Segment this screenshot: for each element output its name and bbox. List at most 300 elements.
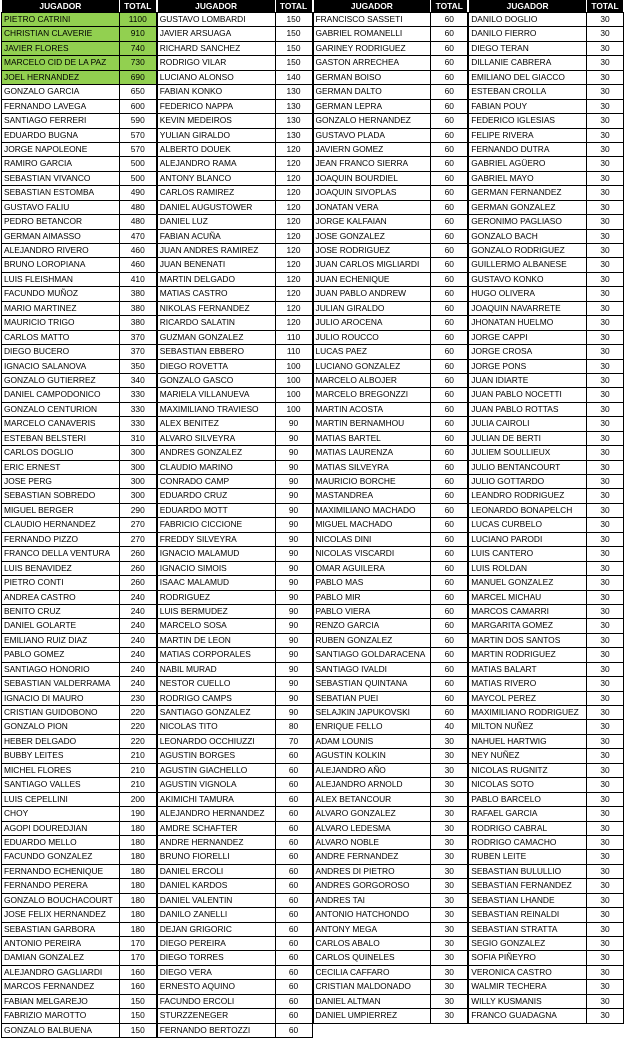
player-name: PABLO GOMEZ bbox=[1, 648, 119, 661]
table-row bbox=[1, 749, 157, 763]
table-row bbox=[468, 432, 624, 446]
header-total-label: TOTAL bbox=[586, 0, 624, 12]
table-column-2 bbox=[157, 0, 313, 1038]
player-name: MATIAS LAURENZA bbox=[313, 446, 431, 459]
player-name: MILTON NUÑEZ bbox=[468, 720, 586, 733]
table-row bbox=[157, 244, 313, 258]
player-total: 150 bbox=[275, 13, 313, 26]
table-row bbox=[1, 446, 157, 460]
player-total: 130 bbox=[275, 129, 313, 142]
table-row bbox=[468, 201, 624, 215]
column-header bbox=[313, 0, 469, 13]
player-name: MAXIMILIANO MACHADO bbox=[313, 504, 431, 517]
player-total: 570 bbox=[119, 143, 157, 156]
player-total: 30 bbox=[586, 403, 624, 416]
player-total: 90 bbox=[275, 619, 313, 632]
table-row bbox=[313, 56, 469, 70]
player-name: GONZALO GASCO bbox=[157, 374, 275, 387]
table-row bbox=[1, 273, 157, 287]
player-total: 60 bbox=[430, 85, 468, 98]
player-name: FRANCO GUADAGNA bbox=[468, 1009, 586, 1022]
table-row bbox=[1, 533, 157, 547]
table-row bbox=[468, 735, 624, 749]
player-name: JOSE FELIX HERNANDEZ bbox=[1, 908, 119, 921]
player-total: 220 bbox=[119, 720, 157, 733]
table-row bbox=[157, 71, 313, 85]
player-name: DIEGO VERA bbox=[157, 966, 275, 979]
player-total: 30 bbox=[586, 432, 624, 445]
player-name: GERMAN LEPRA bbox=[313, 100, 431, 113]
table-row bbox=[1, 793, 157, 807]
player-name: SEBASTIAN FERNANDEZ bbox=[468, 879, 586, 892]
table-row bbox=[157, 475, 313, 489]
table-row bbox=[468, 446, 624, 460]
table-row bbox=[468, 302, 624, 316]
player-total: 300 bbox=[119, 475, 157, 488]
table-row bbox=[157, 619, 313, 633]
player-total: 90 bbox=[275, 518, 313, 531]
table-row bbox=[157, 215, 313, 229]
table-row bbox=[157, 42, 313, 56]
table-row bbox=[468, 692, 624, 706]
player-total: 60 bbox=[430, 518, 468, 531]
player-name: MIGUEL BERGER bbox=[1, 504, 119, 517]
table-row bbox=[1, 576, 157, 590]
player-total: 90 bbox=[275, 446, 313, 459]
table-row bbox=[157, 1009, 313, 1023]
player-total: 480 bbox=[119, 201, 157, 214]
player-name: AGUSTIN BORGES bbox=[157, 749, 275, 762]
player-total: 60 bbox=[430, 605, 468, 618]
player-total: 180 bbox=[119, 865, 157, 878]
player-name: EDUARDO CRUZ bbox=[157, 489, 275, 502]
player-total: 150 bbox=[119, 1024, 157, 1037]
player-name: FERNANDO ECHENIQUE bbox=[1, 865, 119, 878]
player-total: 30 bbox=[430, 836, 468, 849]
player-name: FABIAN ACUÑA bbox=[157, 230, 275, 243]
player-name: RAFAEL GARCIA bbox=[468, 807, 586, 820]
player-name: STURZZENEGER bbox=[157, 1009, 275, 1022]
player-name: CRISTIAN MALDONADO bbox=[313, 980, 431, 993]
table-row bbox=[1, 547, 157, 561]
player-name: LUIS BERMUDEZ bbox=[157, 605, 275, 618]
player-total: 120 bbox=[275, 172, 313, 185]
player-total: 60 bbox=[275, 793, 313, 806]
player-total: 120 bbox=[275, 143, 313, 156]
player-total: 340 bbox=[119, 374, 157, 387]
player-total: 100 bbox=[275, 403, 313, 416]
player-total: 30 bbox=[586, 879, 624, 892]
player-name: EDUARDO BUGNA bbox=[1, 129, 119, 142]
player-total: 30 bbox=[430, 778, 468, 791]
player-name: MARCEL MICHAU bbox=[468, 591, 586, 604]
table-row bbox=[313, 966, 469, 980]
player-name: MARTIN DE LEON bbox=[157, 634, 275, 647]
player-name: MARCELO BREGONZZI bbox=[313, 388, 431, 401]
player-name: DIEGO TERAN bbox=[468, 42, 586, 55]
table-row bbox=[1, 937, 157, 951]
player-total: 240 bbox=[119, 591, 157, 604]
player-total: 180 bbox=[119, 908, 157, 921]
player-total: 270 bbox=[119, 533, 157, 546]
player-total: 460 bbox=[119, 244, 157, 257]
player-total: 90 bbox=[275, 417, 313, 430]
table-row bbox=[1, 648, 157, 662]
player-name: CECILIA CAFFARO bbox=[313, 966, 431, 979]
player-name: SEBATIAN PUEI bbox=[313, 692, 431, 705]
player-name: RICARDO SALATIN bbox=[157, 316, 275, 329]
player-name: NAHUEL HARTWIG bbox=[468, 735, 586, 748]
player-name: VERONICA CASTRO bbox=[468, 966, 586, 979]
player-name: NIKOLAS FERNANDEZ bbox=[157, 302, 275, 315]
player-name: DANILO ZANELLI bbox=[157, 908, 275, 921]
player-name: GONZALO BACH bbox=[468, 230, 586, 243]
player-name: SEBASTIAN STRATTA bbox=[468, 923, 586, 936]
player-name: PEDRO BETANCOR bbox=[1, 215, 119, 228]
table-row bbox=[468, 13, 624, 27]
player-name: DANIEL ERCOLI bbox=[157, 865, 275, 878]
player-total: 30 bbox=[586, 692, 624, 705]
player-name: ANDRES GONZALEZ bbox=[157, 446, 275, 459]
table-row bbox=[157, 591, 313, 605]
player-name: LUIS CEPELLINI bbox=[1, 793, 119, 806]
player-total: 240 bbox=[119, 619, 157, 632]
table-row bbox=[313, 822, 469, 836]
table-row bbox=[1, 879, 157, 893]
player-total: 90 bbox=[275, 461, 313, 474]
player-name: FACUNDO MUÑOZ bbox=[1, 287, 119, 300]
table-row bbox=[468, 937, 624, 951]
player-name: ANTONY MEGA bbox=[313, 923, 431, 936]
table-row bbox=[157, 576, 313, 590]
player-name: ERIC ERNEST bbox=[1, 461, 119, 474]
player-name: MARCELO CANAVERIS bbox=[1, 417, 119, 430]
player-name: IGNACIO MALAMUD bbox=[157, 547, 275, 560]
player-name: DANIEL CAMPODONICO bbox=[1, 388, 119, 401]
table-row bbox=[157, 951, 313, 965]
table-row bbox=[157, 923, 313, 937]
player-name: FABIAN KONKO bbox=[157, 85, 275, 98]
player-total: 60 bbox=[430, 446, 468, 459]
player-total: 140 bbox=[275, 71, 313, 84]
player-total: 150 bbox=[275, 56, 313, 69]
table-row bbox=[313, 720, 469, 734]
player-name: DANIEL KARDOS bbox=[157, 879, 275, 892]
player-name: RAMIRO GARCIA bbox=[1, 157, 119, 170]
player-name: SEBASTIAN SOBREDO bbox=[1, 489, 119, 502]
player-name: NICOLAS RUGNITZ bbox=[468, 764, 586, 777]
player-total: 260 bbox=[119, 547, 157, 560]
table-row bbox=[1, 13, 157, 27]
table-row bbox=[1, 619, 157, 633]
player-name: SEBASTIAN QUINTANA bbox=[313, 677, 431, 690]
player-name: ANDRES GORGOROSO bbox=[313, 879, 431, 892]
table-row bbox=[157, 403, 313, 417]
player-total: 90 bbox=[275, 547, 313, 560]
table-row bbox=[157, 461, 313, 475]
player-total: 60 bbox=[430, 692, 468, 705]
table-row bbox=[157, 749, 313, 763]
table-row bbox=[313, 287, 469, 301]
table-row bbox=[157, 258, 313, 272]
player-name: LUIS CANTERO bbox=[468, 547, 586, 560]
player-name: FERNANDO PERERA bbox=[1, 879, 119, 892]
table-row bbox=[313, 504, 469, 518]
table-row bbox=[468, 258, 624, 272]
player-total: 60 bbox=[430, 186, 468, 199]
player-name: NICOLAS TITO bbox=[157, 720, 275, 733]
table-row bbox=[468, 273, 624, 287]
player-total: 480 bbox=[119, 215, 157, 228]
player-total: 60 bbox=[275, 1024, 313, 1037]
table-row bbox=[157, 648, 313, 662]
table-row bbox=[313, 518, 469, 532]
player-name: ALVARO SILVEYRA bbox=[157, 432, 275, 445]
table-row bbox=[157, 114, 313, 128]
player-total: 30 bbox=[586, 172, 624, 185]
player-total: 60 bbox=[430, 215, 468, 228]
player-total: 30 bbox=[586, 345, 624, 358]
player-total: 30 bbox=[586, 13, 624, 26]
player-total: 130 bbox=[275, 114, 313, 127]
table-row bbox=[157, 692, 313, 706]
table-row bbox=[468, 908, 624, 922]
player-total: 60 bbox=[430, 663, 468, 676]
table-row bbox=[1, 85, 157, 99]
player-name: ALEJANDRO HERNANDEZ bbox=[157, 807, 275, 820]
player-total: 60 bbox=[275, 980, 313, 993]
player-name: MARGARITA GOMEZ bbox=[468, 619, 586, 632]
player-total: 30 bbox=[586, 764, 624, 777]
player-name: CLAUDIO HERNANDEZ bbox=[1, 518, 119, 531]
table-row bbox=[313, 258, 469, 272]
player-total: 60 bbox=[430, 489, 468, 502]
table-row bbox=[157, 720, 313, 734]
player-name: GONZALO RODRIGUEZ bbox=[468, 244, 586, 257]
player-name: EMILIANO DEL GIACCO bbox=[468, 71, 586, 84]
table-row bbox=[313, 764, 469, 778]
table-row bbox=[313, 619, 469, 633]
table-row bbox=[157, 172, 313, 186]
player-name: MARIELA VILLANUEVA bbox=[157, 388, 275, 401]
player-name: LUCAS PAEZ bbox=[313, 345, 431, 358]
table-row bbox=[468, 836, 624, 850]
table-row bbox=[1, 114, 157, 128]
player-total: 60 bbox=[430, 143, 468, 156]
table-row bbox=[468, 923, 624, 937]
table-row bbox=[157, 316, 313, 330]
player-total: 30 bbox=[586, 547, 624, 560]
table-row bbox=[313, 360, 469, 374]
table-row bbox=[157, 143, 313, 157]
player-total: 60 bbox=[275, 807, 313, 820]
table-row bbox=[313, 244, 469, 258]
player-name: OMAR AGUILERA bbox=[313, 562, 431, 575]
table-row bbox=[313, 605, 469, 619]
player-name: ESTEBAN BELSTERI bbox=[1, 432, 119, 445]
table-row bbox=[313, 215, 469, 229]
player-total: 60 bbox=[430, 230, 468, 243]
player-total: 60 bbox=[275, 995, 313, 1008]
table-row bbox=[468, 1009, 624, 1023]
table-row bbox=[157, 230, 313, 244]
player-total: 60 bbox=[430, 634, 468, 647]
player-name: ISAAC MALAMUD bbox=[157, 576, 275, 589]
player-name: MARCELO SOSA bbox=[157, 619, 275, 632]
table-row bbox=[157, 778, 313, 792]
player-name: ALVARO NOBLE bbox=[313, 836, 431, 849]
player-total: 180 bbox=[119, 836, 157, 849]
player-total: 30 bbox=[586, 244, 624, 257]
player-total: 100 bbox=[275, 374, 313, 387]
table-row bbox=[313, 85, 469, 99]
table-row bbox=[157, 287, 313, 301]
player-total: 150 bbox=[119, 995, 157, 1008]
player-total: 180 bbox=[119, 850, 157, 863]
player-name: JUAN PABLO NOCETTI bbox=[468, 388, 586, 401]
player-total: 90 bbox=[275, 648, 313, 661]
table-row bbox=[313, 692, 469, 706]
player-total: 60 bbox=[430, 302, 468, 315]
table-row bbox=[157, 504, 313, 518]
table-row bbox=[468, 576, 624, 590]
player-total: 60 bbox=[430, 13, 468, 26]
table-row bbox=[157, 677, 313, 691]
player-name: GERMAN GONZALEZ bbox=[468, 201, 586, 214]
table-row bbox=[468, 475, 624, 489]
player-total: 180 bbox=[119, 923, 157, 936]
table-row bbox=[468, 287, 624, 301]
player-total: 60 bbox=[275, 894, 313, 907]
player-name: JOSE PERG bbox=[1, 475, 119, 488]
player-total: 60 bbox=[430, 287, 468, 300]
player-total: 30 bbox=[586, 446, 624, 459]
table-row bbox=[1, 504, 157, 518]
player-name: DANIEL GOLARTE bbox=[1, 619, 119, 632]
table-row bbox=[313, 836, 469, 850]
table-row bbox=[1, 850, 157, 864]
table-row bbox=[1, 865, 157, 879]
table-row bbox=[313, 533, 469, 547]
player-total: 460 bbox=[119, 258, 157, 271]
player-name: LEONARDO BONAPELCH bbox=[468, 504, 586, 517]
player-total: 160 bbox=[119, 980, 157, 993]
player-total: 570 bbox=[119, 129, 157, 142]
player-name: ANDREA CASTRO bbox=[1, 591, 119, 604]
player-total: 350 bbox=[119, 360, 157, 373]
table-row bbox=[468, 215, 624, 229]
player-total: 120 bbox=[275, 201, 313, 214]
table-column-3 bbox=[313, 0, 469, 1038]
player-total: 60 bbox=[275, 822, 313, 835]
table-row bbox=[1, 923, 157, 937]
player-total: 30 bbox=[586, 778, 624, 791]
player-total: 590 bbox=[119, 114, 157, 127]
player-name: MARTIN DELGADO bbox=[157, 273, 275, 286]
player-name: FACUNDO GONZALEZ bbox=[1, 850, 119, 863]
table-row bbox=[157, 995, 313, 1009]
player-total: 120 bbox=[275, 258, 313, 271]
player-name: EDUARDO MELLO bbox=[1, 836, 119, 849]
player-total: 30 bbox=[586, 42, 624, 55]
table-column-1 bbox=[1, 0, 157, 1038]
table-row bbox=[1, 562, 157, 576]
table-row bbox=[1, 316, 157, 330]
player-total: 60 bbox=[430, 27, 468, 40]
player-name: ALEJANDRO RAMA bbox=[157, 157, 275, 170]
player-total: 60 bbox=[430, 71, 468, 84]
player-total: 30 bbox=[586, 85, 624, 98]
player-name: JULIO BENTANCOURT bbox=[468, 461, 586, 474]
player-name: ALVARO LEDESMA bbox=[313, 822, 431, 835]
player-name: ANTONIO HATCHONDO bbox=[313, 908, 431, 921]
player-name: BENITO CRUZ bbox=[1, 605, 119, 618]
table-row bbox=[157, 129, 313, 143]
player-name: CLAUDIO MARINO bbox=[157, 461, 275, 474]
table-row bbox=[468, 677, 624, 691]
player-name: JOAQUIN NAVARRETE bbox=[468, 302, 586, 315]
player-name: FACUNDO ERCOLI bbox=[157, 995, 275, 1008]
player-name: LUCIANO PARODI bbox=[468, 533, 586, 546]
player-total: 30 bbox=[586, 258, 624, 271]
table-row bbox=[157, 13, 313, 27]
player-total: 90 bbox=[275, 605, 313, 618]
player-total: 30 bbox=[430, 1009, 468, 1022]
player-name: GONZALO CENTURION bbox=[1, 403, 119, 416]
player-total: 500 bbox=[119, 157, 157, 170]
player-total: 60 bbox=[430, 388, 468, 401]
table-row bbox=[468, 533, 624, 547]
player-name: CHRISTIAN CLAVERIE bbox=[1, 27, 119, 40]
table-row bbox=[313, 13, 469, 27]
player-name: MICHEL FLORES bbox=[1, 764, 119, 777]
player-name: JUAN ECHENIQUE bbox=[313, 273, 431, 286]
table-row bbox=[157, 100, 313, 114]
player-total: 60 bbox=[430, 129, 468, 142]
table-row bbox=[157, 894, 313, 908]
player-name: SANTIAGO GONZALEZ bbox=[157, 706, 275, 719]
table-row bbox=[1, 388, 157, 402]
player-total: 90 bbox=[275, 663, 313, 676]
player-total: 30 bbox=[586, 157, 624, 170]
table-row bbox=[313, 793, 469, 807]
table-row bbox=[1, 518, 157, 532]
player-name: IGNACIO SALANOVA bbox=[1, 360, 119, 373]
player-name: JEAN FRANCO SIERRA bbox=[313, 157, 431, 170]
player-name: ALEX BENITEZ bbox=[157, 417, 275, 430]
player-total: 60 bbox=[275, 908, 313, 921]
player-name: MAURICIO BORCHE bbox=[313, 475, 431, 488]
player-name: JUAN BENENATI bbox=[157, 258, 275, 271]
player-name: GABRIEL ROMANELLI bbox=[313, 27, 431, 40]
player-total: 60 bbox=[430, 316, 468, 329]
player-total: 90 bbox=[275, 576, 313, 589]
table-row bbox=[157, 533, 313, 547]
player-total: 30 bbox=[586, 186, 624, 199]
table-row bbox=[157, 764, 313, 778]
player-total: 60 bbox=[275, 923, 313, 936]
player-name: JAVIER ARSUAGA bbox=[157, 27, 275, 40]
player-name: MATIAS BALART bbox=[468, 663, 586, 676]
player-total: 30 bbox=[586, 576, 624, 589]
table-row bbox=[468, 995, 624, 1009]
table-row bbox=[157, 489, 313, 503]
player-name: MARCELO ALBOJER bbox=[313, 374, 431, 387]
player-total: 120 bbox=[275, 230, 313, 243]
player-total: 30 bbox=[430, 894, 468, 907]
player-total: 30 bbox=[586, 504, 624, 517]
table-row bbox=[468, 547, 624, 561]
